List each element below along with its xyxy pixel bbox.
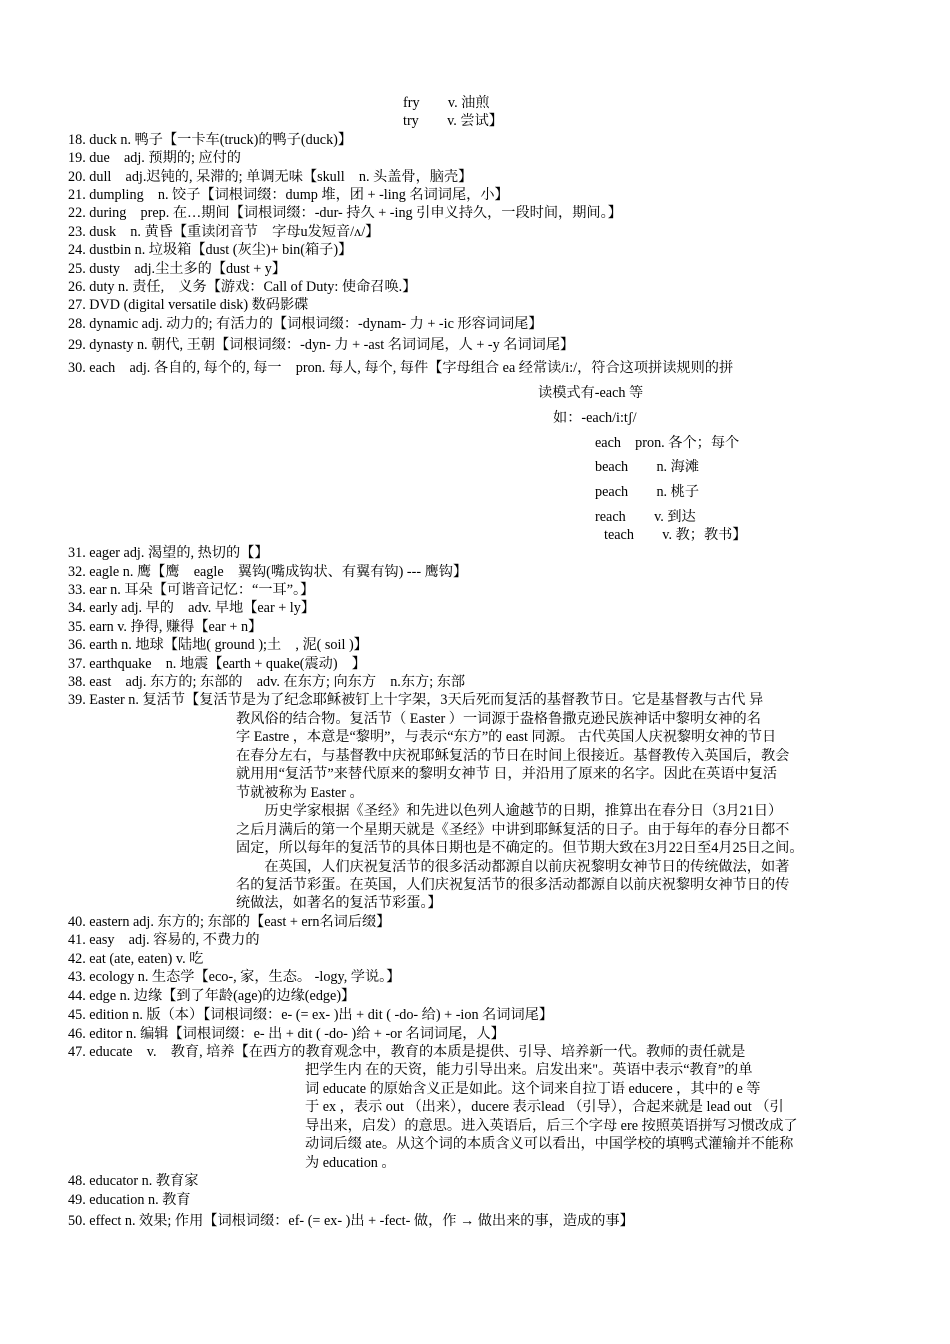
entry-line bbox=[68, 987, 355, 1005]
educate-paragraph-line: 于 ex ，表示 out （出来），ducere 表示lead （引导），合起来就是 lead out （引 bbox=[305, 1099, 784, 1115]
each-word: each pron. 各个；每个 bbox=[595, 435, 740, 451]
entry-number: 33. bbox=[68, 582, 86, 598]
entry-line bbox=[68, 1043, 745, 1061]
each-note: 读模式有-each 等 bbox=[538, 385, 644, 401]
entry-number: 49. bbox=[68, 1192, 86, 1208]
entry-text: during prep. 在…期间【词根词缀：-dur- 持久 + -ing 引申义持久，一段时间，期间。】 bbox=[89, 205, 622, 221]
educate-paragraph-line: 词 educate 的原始含义正是如此。这个词来自拉丁语 educere ，其中的 e 等 bbox=[305, 1081, 761, 1097]
entry-text: early adj. 早的 adv. 早地【ear + ly】 bbox=[89, 600, 316, 616]
entry-text: due adj. 预期的; 应付的 bbox=[89, 150, 241, 166]
entry-line bbox=[68, 581, 314, 599]
entry-text: dusk n. 黄昏【重读闭音节 字母u发短音/ʌ/】 bbox=[89, 224, 380, 240]
entry-text: ecology n. 生态学【eco-, 家，生态。 -logy, 学说。】 bbox=[89, 969, 401, 985]
entry-number: 37. bbox=[68, 656, 86, 672]
entry-text: earth n. 地球【陆地( ground );土 , 泥( soil )】 bbox=[89, 637, 368, 653]
entry-number: 47. bbox=[68, 1044, 86, 1060]
entry-text: eastern adj. 东方的; 东部的【east + ern名词后缀】 bbox=[89, 914, 391, 930]
entry-line bbox=[68, 168, 472, 186]
entry-number: 45. bbox=[68, 1007, 86, 1023]
entry-text: dumpling n. 饺子【词根词缀：dump 堆，团 + -ling 名词词尾，小】 bbox=[89, 187, 509, 203]
entry-number: 32. bbox=[68, 564, 86, 580]
entry-line bbox=[68, 1025, 505, 1043]
entry-text: education n. 教育 bbox=[89, 1192, 191, 1208]
entry-line bbox=[68, 1172, 198, 1190]
entry-line bbox=[68, 931, 260, 949]
entry-number: 46. bbox=[68, 1026, 86, 1042]
entry-number: 43. bbox=[68, 969, 86, 985]
entry-line bbox=[68, 278, 416, 296]
entry-line bbox=[68, 636, 368, 654]
entry-text: dull adj.迟钝的, 呆滞的; 单调无味【skull n. 头盖骨，脑壳】 bbox=[89, 169, 473, 185]
entry-number: 38. bbox=[68, 674, 86, 690]
entry-text: eat (ate, eaten) v. 吃 bbox=[89, 951, 204, 967]
entry-text: dynasty n. 朝代, 王朝【词根词缀：-dyn- 力 + -ast 名词词尾，人 + -y 名词词尾】 bbox=[89, 337, 575, 353]
entry-text: duty n. 责任, 义务【游戏：Call of Duty: 使命召唤.】 bbox=[89, 279, 417, 295]
entry-number: 26. bbox=[68, 279, 86, 295]
entry-line bbox=[68, 131, 352, 149]
educate-paragraph-line: 导出来，启发）的意思。进入英语后，后三个字母 ere 按照英语拼写习惯改成了 bbox=[305, 1118, 798, 1134]
entry-number: 19. bbox=[68, 150, 86, 166]
entry-text: east adj. 东方的; 东部的 adv. 在东方; 向东方 n.东方; 东部 bbox=[89, 674, 466, 690]
entry-number: 20. bbox=[68, 169, 86, 185]
entry-line bbox=[68, 618, 262, 636]
entry-text: earthquake n. 地震【earth + quake(震动) 】 bbox=[89, 656, 366, 672]
entry-line bbox=[68, 1191, 191, 1209]
educate-paragraph-line: 动词后缀 ate。从这个词的本质含义可以看出，中国学校的填鸭式灌输并不能称 bbox=[305, 1136, 794, 1152]
easter-paragraph-line: 固定，所以每年的复活节的具体日期也是不确定的。但节期大致在3月22日至4月25日之间。 bbox=[236, 840, 804, 856]
easter-paragraph-line: 在英国，人们庆祝复活节的很多活动都源自以前庆祝黎明女神节日的传统做法，如著 bbox=[236, 859, 790, 875]
each-word: beach n. 海滩 bbox=[595, 459, 700, 475]
easter-paragraph-line: 字 Eastre ，本意是“黎明”，与表示“东方”的 east 同源。 古代英国人庆祝黎明女神的节日 bbox=[236, 729, 777, 745]
entry-text: ear n. 耳朵【可谐音记忆：“一耳”。】 bbox=[89, 582, 315, 598]
entry-text: editor n. 编辑【词根词缀：e- 出 + dit ( -do- )给 + -or 名词词尾，人】 bbox=[89, 1026, 505, 1042]
entry-text: effect n. 效果; 作用【词根词缀：ef- (= ex- )出 + -fect- 做，作 → 做出来的事，造成的事】 bbox=[89, 1213, 634, 1229]
entry-number: 41. bbox=[68, 932, 86, 948]
entry-text: dynamic adj. 动力的; 有活力的【词根词缀：-dynam- 力 + -ic 形容词词尾】 bbox=[89, 316, 543, 332]
entry-line bbox=[68, 186, 509, 204]
entry-line bbox=[68, 1212, 634, 1230]
educate-paragraph-line: 把学生内 在的天资，能力引导出来。启发出来"。英语中表示“教育”的单 bbox=[305, 1062, 753, 1078]
entry-line bbox=[68, 544, 269, 562]
entry-text: duck n. 鸭子【一卡车(truck)的鸭子(duck)】 bbox=[89, 132, 353, 148]
entry-number: 42. bbox=[68, 951, 86, 967]
entry-text: earn v. 挣得, 赚得【ear + n】 bbox=[89, 619, 263, 635]
entry-text: Easter n. 复活节【复活节是为了纪念耶稣被钉上十字架，3天后死而复活的基督教节日。它是基督教与古代 异 bbox=[89, 692, 764, 708]
entry-line bbox=[68, 913, 390, 931]
entry-text: dustbin n. 垃圾箱【dust (灰尘)+ bin(箱子)】 bbox=[89, 242, 353, 258]
easter-paragraph-line: 之后月满后的第一个星期天就是《圣经》中讲到耶稣复活的日子。由于每年的春分日都不 bbox=[236, 822, 790, 838]
entry-number: 36. bbox=[68, 637, 86, 653]
each-word: teach v. 教；教书】 bbox=[604, 527, 747, 543]
entry-line bbox=[68, 315, 543, 333]
easter-paragraph-line: 历史学家根据《圣经》和先进以色列人逾越节的日期，推算出在春分日（3月21日） bbox=[236, 803, 783, 819]
easter-paragraph-line: 在春分左右，与基督教中庆祝耶稣复活的节日在时间上很接近。基督教传入英国后，教会 bbox=[236, 748, 790, 764]
easter-paragraph-line: 节就被称为 Easter 。 bbox=[236, 785, 364, 801]
easter-paragraph-line: 名的复活节彩蛋。在英国，人们庆祝复活节的很多活动都源自以前庆祝黎明女神节日的传 bbox=[236, 877, 790, 893]
entry-line bbox=[68, 968, 400, 986]
entry-number: 22. bbox=[68, 205, 86, 221]
entry-line bbox=[68, 673, 465, 691]
entry-number: 23. bbox=[68, 224, 86, 240]
entry-text: DVD (digital versatile disk) 数码影碟 bbox=[89, 297, 309, 313]
easter-paragraph-line: 统做法，如著名的复活节彩蛋。】 bbox=[236, 895, 442, 911]
each-note: 如：-each/i:tʃ/ bbox=[553, 410, 637, 426]
entry-text: each adj. 各自的, 每个的, 每一 pron. 每人, 每个, 每件【字母组合 ea 经常读/i:/，符合这项拼读规则的拼 bbox=[89, 360, 734, 376]
entry-number: 21. bbox=[68, 187, 86, 203]
entry-line bbox=[68, 599, 315, 617]
entry-line bbox=[68, 336, 574, 354]
each-word: peach n. 桃子 bbox=[595, 484, 700, 500]
entry-number: 18. bbox=[68, 132, 86, 148]
top-line: try v. 尝试】 bbox=[403, 113, 503, 129]
entry-text: educate v. 教育, 培养【在西方的教育观念中，教育的本质是提供、引导、培养新一代。教师的责任就是 bbox=[89, 1044, 746, 1060]
easter-paragraph-line: 教风俗的结合物。复活节（ Easter ）一词源于盎格鲁撒克逊民族神话中黎明女神的名 bbox=[236, 711, 761, 727]
entry-number: 25. bbox=[68, 261, 86, 277]
entry-number: 30. bbox=[68, 360, 86, 376]
entry-line bbox=[68, 296, 308, 314]
entry-number: 40. bbox=[68, 914, 86, 930]
entry-number: 39. bbox=[68, 692, 86, 708]
top-line: fry v. 油煎 bbox=[403, 95, 490, 111]
entry-number: 28. bbox=[68, 316, 86, 332]
entry-number: 29. bbox=[68, 337, 86, 353]
entry-line bbox=[68, 223, 379, 241]
entry-line bbox=[68, 950, 203, 968]
entry-line bbox=[68, 655, 366, 673]
entry-text: easy adj. 容易的, 不费力的 bbox=[89, 932, 260, 948]
entry-text: eager adj. 渴望的, 热切的【】 bbox=[89, 545, 269, 561]
entry-line bbox=[68, 260, 286, 278]
entry-text: dusty adj.尘土多的【dust + y】 bbox=[89, 261, 287, 277]
entry-number: 35. bbox=[68, 619, 86, 635]
entry-line bbox=[68, 149, 241, 167]
entry-line bbox=[68, 691, 763, 709]
entry-number: 27. bbox=[68, 297, 86, 313]
entry-line bbox=[68, 204, 622, 222]
entry-number: 48. bbox=[68, 1173, 86, 1189]
entry-line bbox=[68, 563, 467, 581]
entry-number: 31. bbox=[68, 545, 86, 561]
entry-line bbox=[68, 1006, 553, 1024]
entry-number: 44. bbox=[68, 988, 86, 1004]
entry-line bbox=[68, 359, 733, 377]
entry-text: edition n. 版（本）【词根词缀：e- (= ex- )出 + dit ( -do- 给) + -ion 名词词尾】 bbox=[89, 1007, 554, 1023]
entry-text: educator n. 教育家 bbox=[89, 1173, 199, 1189]
entry-number: 24. bbox=[68, 242, 86, 258]
entry-number: 50. bbox=[68, 1213, 86, 1229]
entry-number: 34. bbox=[68, 600, 86, 616]
entry-text: eagle n. 鹰【鹰 eagle 翼钩(嘴成钩状、有翼有钩) --- 鹰钩】 bbox=[89, 564, 468, 580]
each-word: reach v. 到达 bbox=[595, 509, 696, 525]
educate-paragraph-line: 为 education 。 bbox=[305, 1155, 396, 1171]
entry-text: edge n. 边缘【到了年龄(age)的边缘(edge)】 bbox=[89, 988, 356, 1004]
easter-paragraph-line: 就用用“复活节”来替代原来的黎明女神节 日，并沿用了原来的名字。因此在英语中复活 bbox=[236, 766, 778, 782]
entry-line bbox=[68, 241, 352, 259]
